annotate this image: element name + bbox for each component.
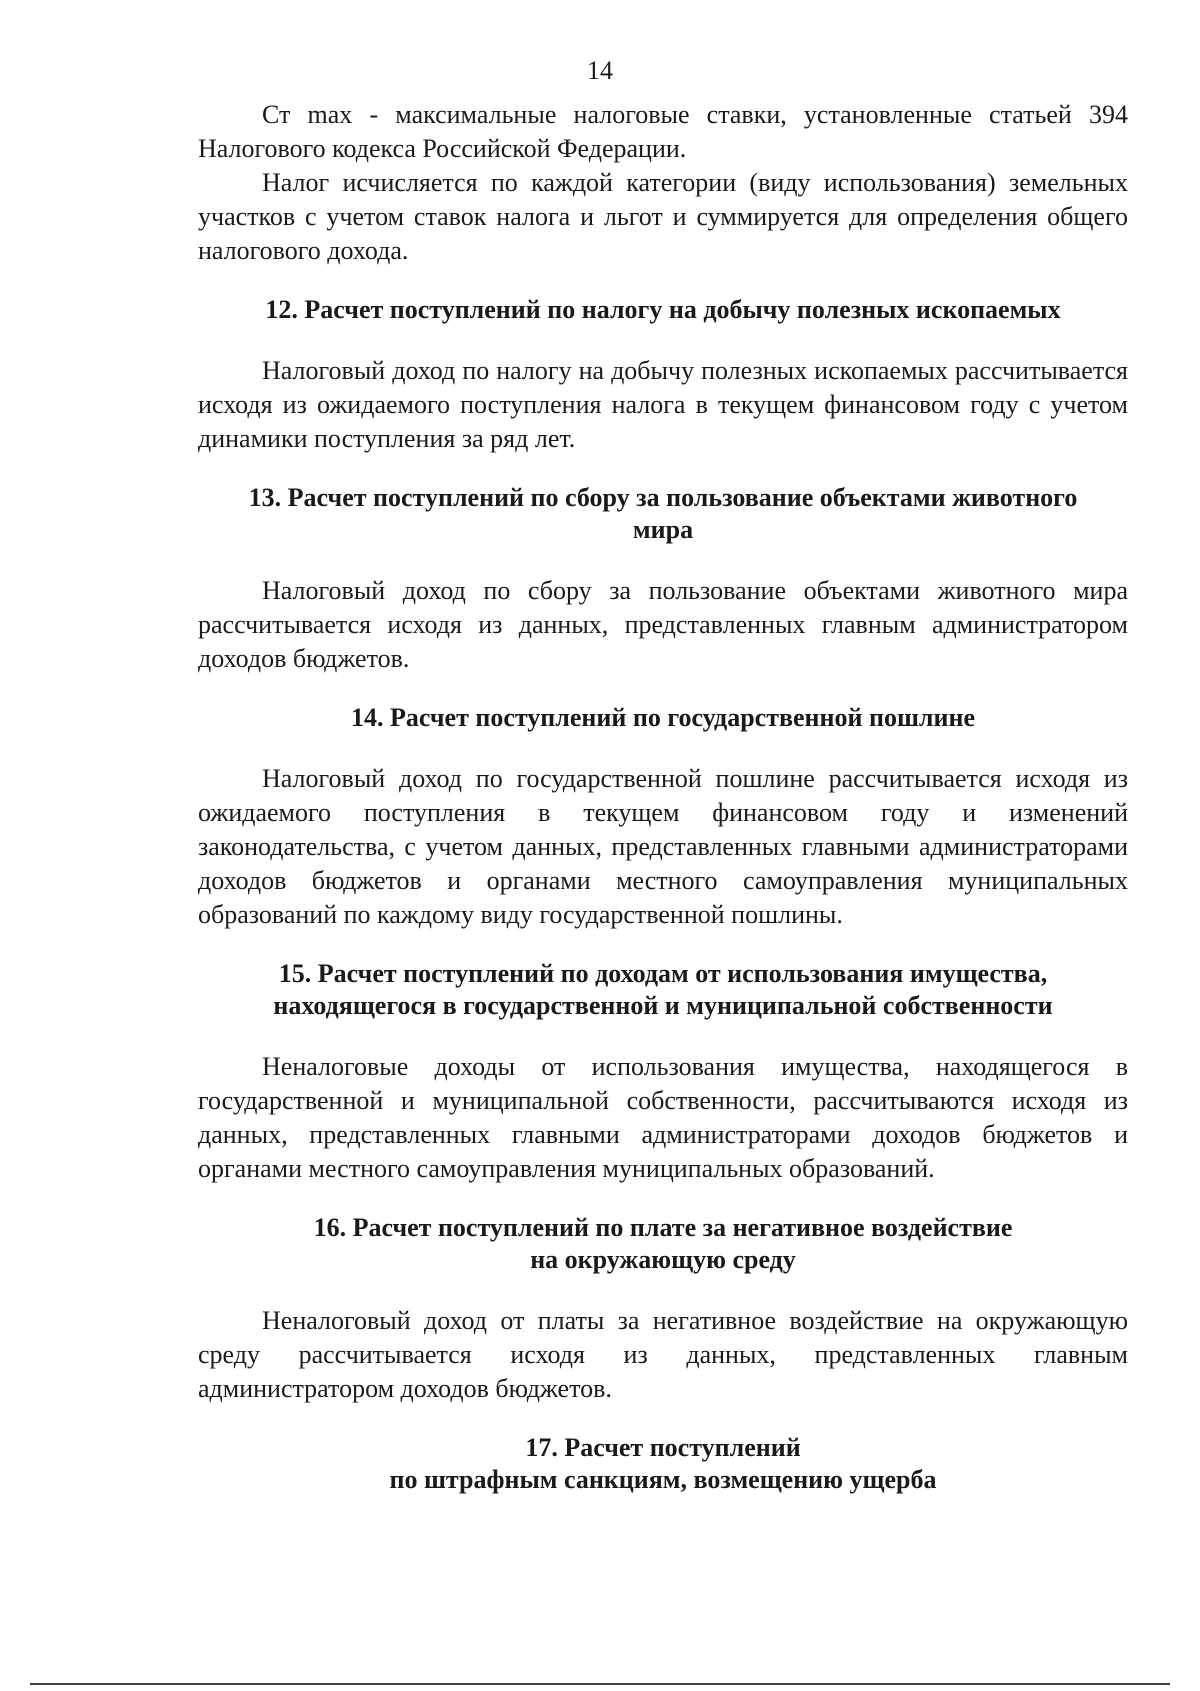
section-heading-16 <box>198 1212 1128 1276</box>
heading-line: 13. Расчет поступлений по сбору за пользование объектами животного <box>248 483 1078 512</box>
section-heading-17 <box>198 1432 1128 1496</box>
section-heading-15 <box>198 958 1128 1022</box>
paragraph: Налоговый доход по налогу на добычу полезных ископаемых рассчитывается исходя из ожидаемого поступления налога в текущем финансовом году с учетом динамики поступления за ряд лет. <box>198 356 1128 453</box>
page-bottom-rule <box>30 1683 1170 1685</box>
heading-line: 15. Расчет поступлений по доходам от использования имущества, <box>278 959 1048 988</box>
heading-line: 14. Расчет поступлений по государственной пошлине <box>350 703 976 732</box>
heading-line: по штрафным санкциям, возмещению ущерба <box>389 1465 937 1494</box>
paragraph: Налоговый доход по сбору за пользование объектами животного мира рассчитывается исходя из данных, представленных главным администратором доходов бюджетов. <box>198 576 1128 673</box>
heading-line: 12. Расчет поступлений по налогу на добычу полезных ископаемых <box>265 295 1061 324</box>
paragraph: Ст max - максимальные налоговые ставки, установленные статьей 394 Налогового кодекса Российской Федерации. <box>198 100 1128 163</box>
section-heading-14 <box>198 702 1128 734</box>
heading-line: на окружающую среду <box>530 1245 796 1274</box>
page-number: 14 <box>587 56 613 85</box>
heading-line: 17. Расчет поступлений <box>525 1433 801 1462</box>
document-body <box>198 98 1128 1496</box>
heading-line: находящегося в государственной и муниципальной собственности <box>273 991 1053 1020</box>
paragraph: Налоговый доход по государственной пошлине рассчитывается исходя из ожидаемого поступления в текущем финансовом году и изменений законодательства, с учетом данных, представленных главными администраторами доходов бюджетов и органами местного самоуправления муниципальных образований по каждому виду государственной пошлины. <box>198 764 1128 929</box>
section-heading-12 <box>198 294 1128 326</box>
heading-line: 16. Расчет поступлений по плате за негативное воздействие <box>313 1213 1013 1242</box>
paragraph: Налог исчисляется по каждой категории (виду использования) земельных участков с учетом ставок налога и льгот и суммируется для определения общего налогового дохода. <box>198 168 1128 265</box>
paragraph: Неналоговый доход от платы за негативное воздействие на окружающую среду рассчитывается исходя из данных, представленных главным администратором доходов бюджетов. <box>198 1306 1128 1403</box>
heading-line: мира <box>632 515 694 544</box>
section-heading-13 <box>198 482 1128 546</box>
paragraph: Неналоговые доходы от использования имущества, находящегося в государственной и муниципальной собственности, рассчитываются исходя из данных, представленных главными администраторами доходов бюджетов и органами местного самоуправления муниципальных образований. <box>198 1052 1128 1183</box>
